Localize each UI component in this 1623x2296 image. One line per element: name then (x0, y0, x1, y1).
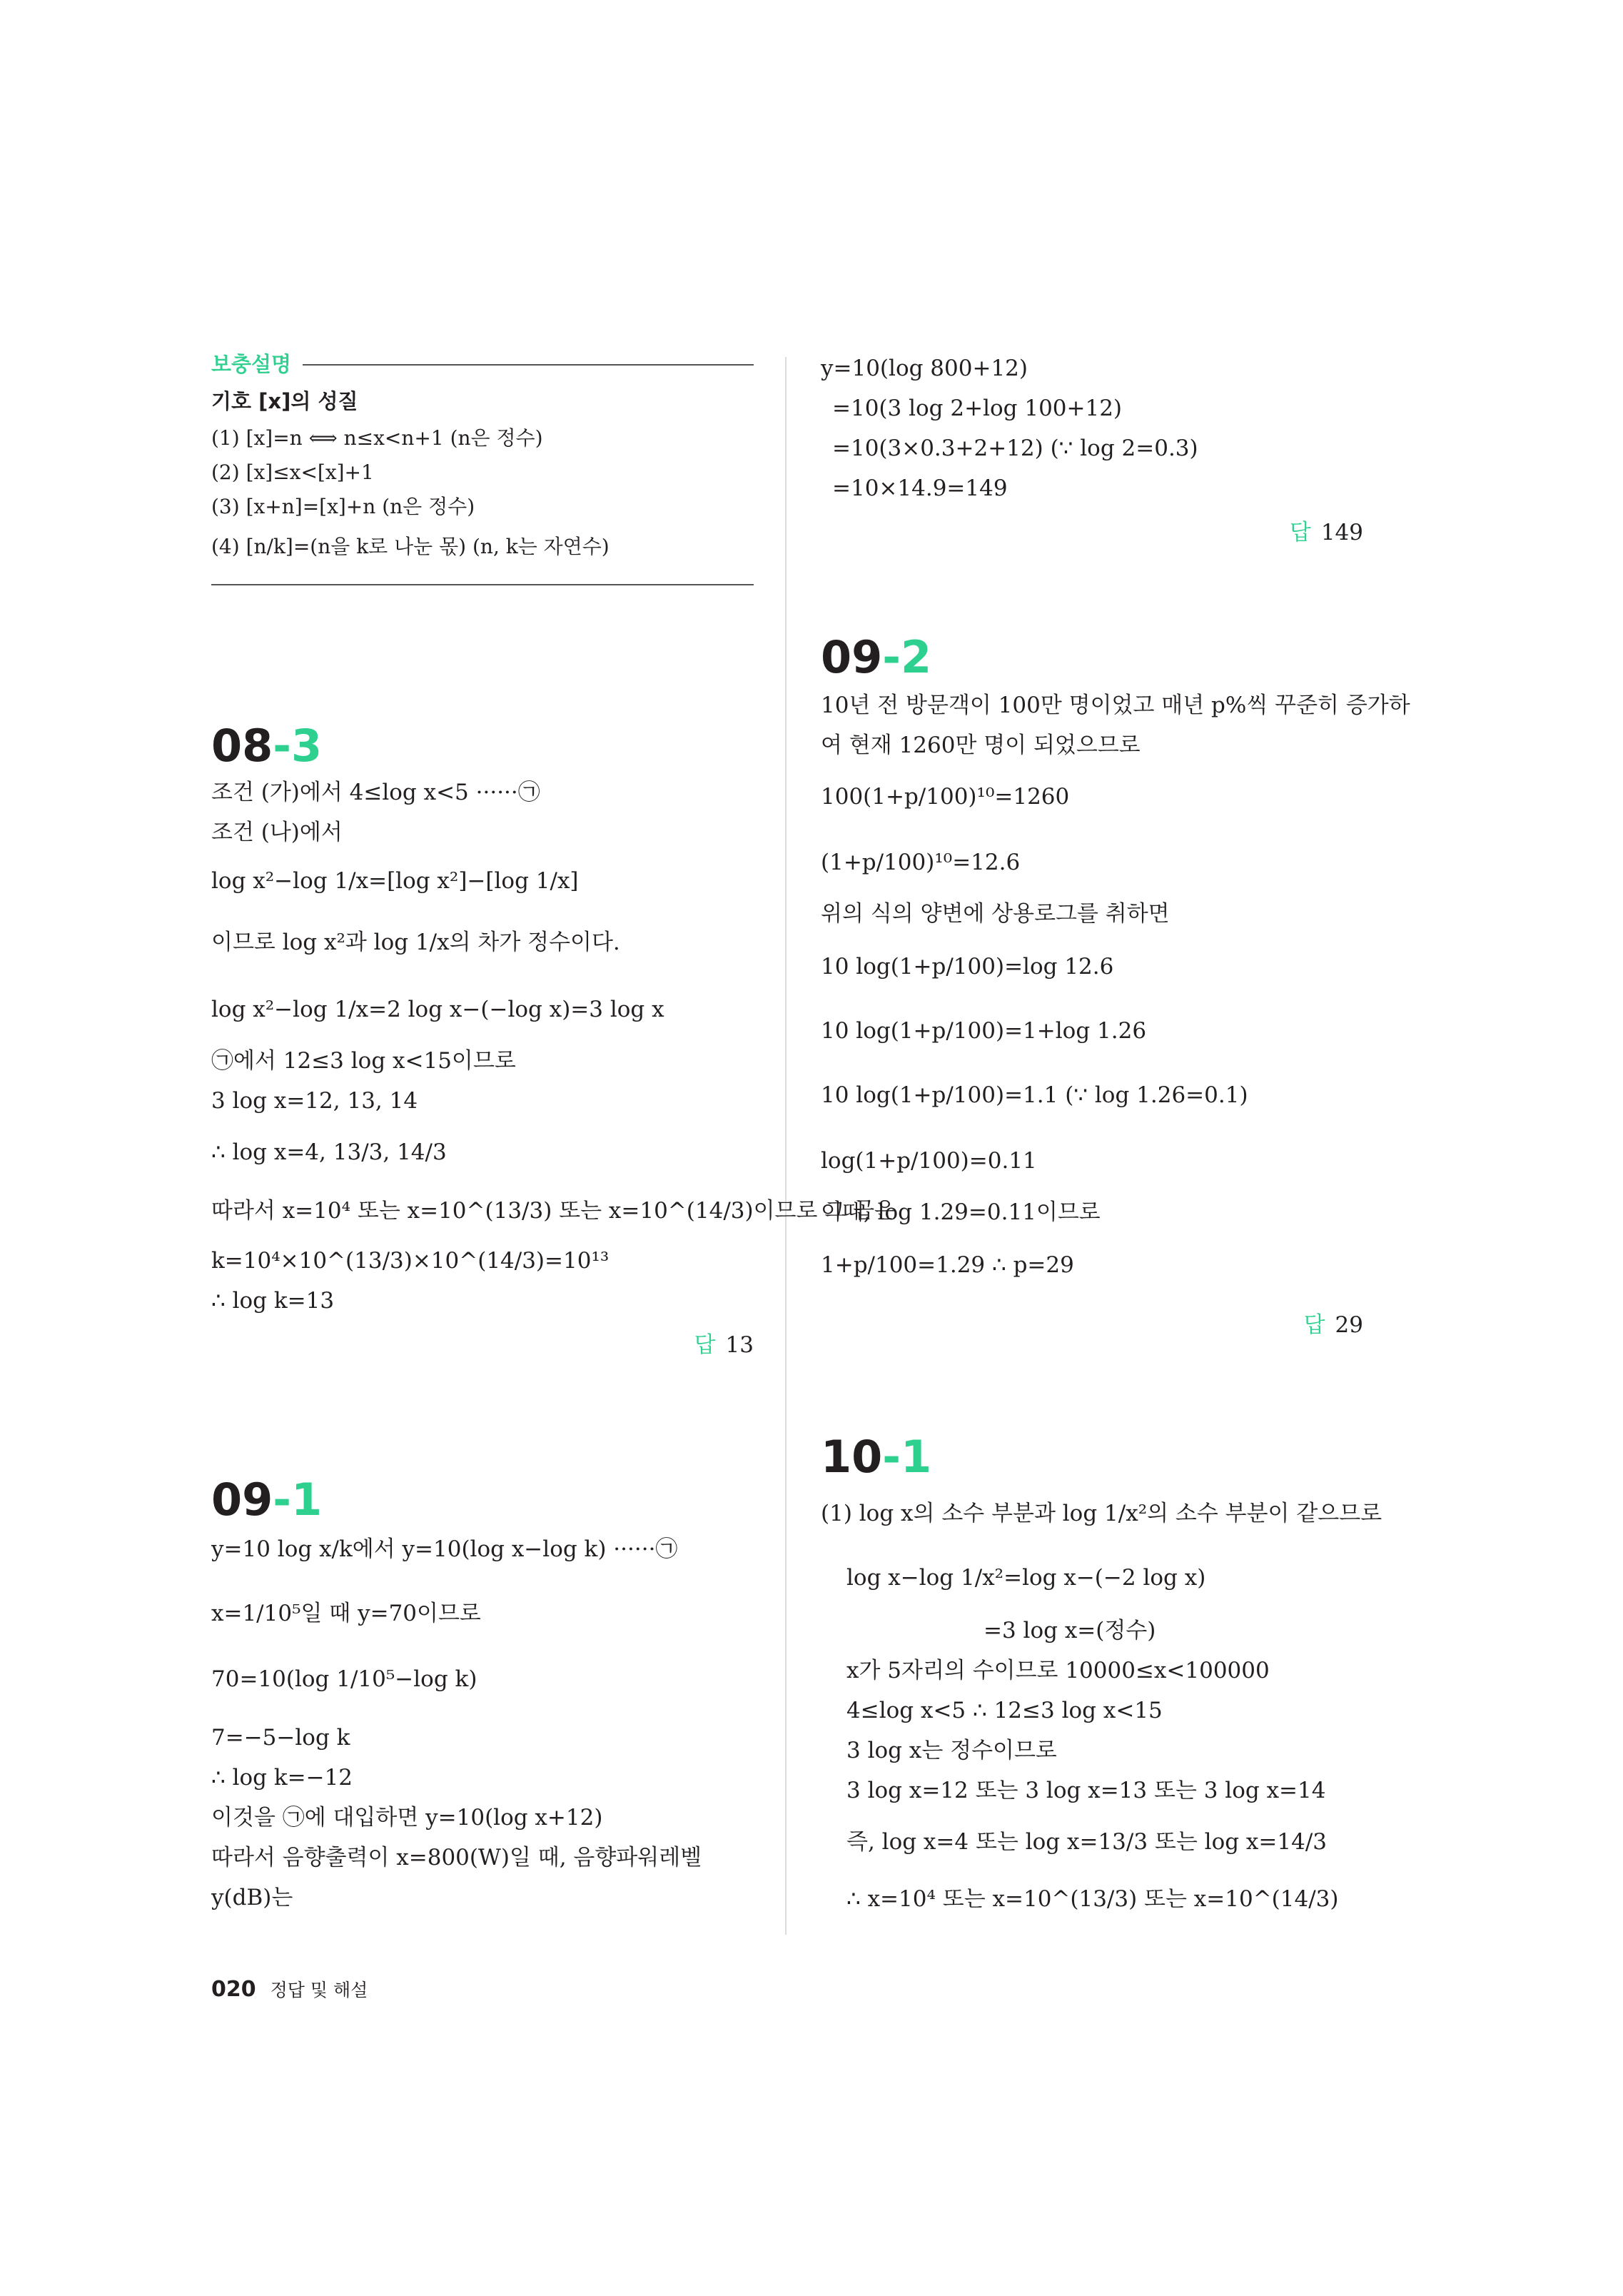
solution-line: x가 5자리의 수이므로 10000≤x<100000 (846, 1658, 1270, 1683)
solution-line: 조건 (나)에서 (211, 820, 343, 845)
solution-line: ∴ log k=13 (211, 1288, 335, 1314)
solution-line: 10 log(1+p/100)=log 12.6 (821, 954, 1114, 980)
solution-line: 이때, log 1.29=0.11이므로 (821, 1199, 1101, 1225)
solution-line: ∴ log x=4, 13/3, 14/3 (211, 1139, 447, 1165)
answer-09-1 (1290, 514, 1363, 546)
answer-08-3 (694, 1326, 754, 1359)
solution-line: x=1/10⁵일 때 y=70이므로 (211, 1601, 481, 1626)
heading-sub: 1 (901, 1431, 932, 1483)
supplement-header (211, 350, 754, 378)
solution-line: (1+p/100)¹⁰=12.6 (821, 850, 1021, 875)
solution-line: log(1+p/100)=0.11 (821, 1148, 1037, 1174)
problem-heading-10-1 (821, 1432, 931, 1482)
solution-line: ㉠에서 12≤3 log x<15이므로 (211, 1048, 516, 1074)
heading-dash: - (882, 1431, 901, 1483)
solution-line: =3 log x=(정수) (984, 1618, 1156, 1643)
solution-line: 70=10(log 1/10⁵−log k) (211, 1666, 477, 1692)
column-divider (785, 357, 787, 1935)
solution-line: y(dB)는 (211, 1885, 293, 1910)
solution-line: log x−log 1/x²=log x−(−2 log x) (846, 1565, 1206, 1591)
solution-line: 10 log(1+p/100)=1+log 1.26 (821, 1018, 1147, 1044)
heading-sub: 1 (291, 1474, 323, 1526)
supplement-subtitle: 기호 [x]의 성질 (211, 389, 358, 413)
solution-line: k=10⁴×10^(13/3)×10^(14/3)=10¹³ (211, 1248, 610, 1274)
solution-line: 4≤log x<5 ∴ 12≤3 log x<15 (846, 1698, 1163, 1723)
solution-line: 따라서 x=10⁴ 또는 x=10^(13/3) 또는 x=10^(14/3)이므로 그 곱은 (211, 1198, 896, 1224)
solution-line: 이것을 ㉠에 대입하면 y=10(log x+12) (211, 1805, 603, 1831)
heading-number: 09 (211, 1474, 273, 1526)
heading-number: 08 (211, 720, 273, 772)
heading-number: 10 (821, 1431, 883, 1483)
solution-line: y=10 log x/k에서 y=10(log x−log k) ······㉠ (211, 1536, 678, 1562)
problem-heading-09-1 (211, 1475, 322, 1525)
solution-line: 3 log x는 정수이므로 (846, 1738, 1057, 1763)
solution-line: 10 log(1+p/100)=1.1 (∵ log 1.26=0.1) (821, 1082, 1248, 1108)
problem-heading-08-3 (211, 721, 322, 771)
heading-dash: - (273, 720, 292, 772)
heading-dash: - (273, 1474, 292, 1526)
answer-label: 답 (1303, 1312, 1325, 1338)
solution-line: ∴ x=10⁴ 또는 x=10^(13/3) 또는 x=10^(14/3) (846, 1886, 1339, 1912)
solution-line: 여 현재 1260만 명이 되었으므로 (821, 732, 1141, 758)
problem-heading-09-2 (821, 633, 931, 683)
answer-value: 13 (725, 1332, 754, 1358)
footer-label: 정답 및 해설 (270, 1980, 368, 2000)
solution-line: log x²−log 1/x=2 log x−(−log x)=3 log x (211, 997, 664, 1022)
solution-line: (1) log x의 소수 부분과 log 1/x²의 소수 부분이 같으므로 (821, 1501, 1382, 1526)
heading-dash: - (882, 631, 901, 683)
solution-line: 즉, log x=4 또는 log x=13/3 또는 log x=14/3 (846, 1829, 1328, 1855)
answer-09-2 (1304, 1306, 1363, 1339)
heading-sub: 3 (291, 720, 323, 772)
heading-sub: 2 (901, 631, 932, 683)
answer-value: 149 (1320, 520, 1363, 545)
supplement-item: (4) [n/k]=(n을 k로 나눈 몫) (n, k는 자연수) (211, 535, 610, 558)
heading-number: 09 (821, 631, 883, 683)
solution-line: ∴ log k=−12 (211, 1765, 353, 1791)
solution-line: 3 log x=12 또는 3 log x=13 또는 3 log x=14 (846, 1778, 1326, 1803)
supplement-bottom-rule (211, 584, 754, 585)
solution-line: =10(3×0.3+2+12) (∵ log 2=0.3) (832, 435, 1198, 461)
solution-line: 위의 식의 양변에 상용로그를 취하면 (821, 901, 1170, 927)
solution-line: y=10(log 800+12) (821, 356, 1028, 381)
page-number: 020 (211, 1977, 256, 2002)
solution-line: =10(3 log 2+log 100+12) (832, 396, 1123, 421)
solution-line: 이므로 log x²과 log 1/x의 차가 정수이다. (211, 930, 620, 955)
solution-line: 3 log x=12, 13, 14 (211, 1088, 418, 1114)
solution-line: =10×14.9=149 (832, 475, 1008, 501)
supplement-title: 보충설명 (211, 350, 303, 378)
page-footer (211, 1976, 368, 2002)
supplement-item: (1) [x]=n ⟺ n≤x<n+1 (n은 정수) (211, 426, 543, 450)
solution-line: 조건 (가)에서 4≤log x<5 ······㉠ (211, 780, 540, 805)
answer-label: 답 (694, 1332, 716, 1358)
answer-value: 29 (1335, 1312, 1363, 1338)
supplement-item: (2) [x]≤x<[x]+1 (211, 460, 374, 484)
solution-line: 따라서 음향출력이 x=800(W)일 때, 음향파워레벨 (211, 1845, 702, 1870)
solution-line: 100(1+p/100)¹⁰=1260 (821, 784, 1070, 810)
solution-line: 10년 전 방문객이 100만 명이었고 매년 p%씩 꾸준히 증가하 (821, 693, 1410, 718)
solution-line: log x²−log 1/x=[log x²]−[log 1/x] (211, 868, 579, 894)
solution-line: 7=−5−log k (211, 1725, 350, 1751)
solution-line: 1+p/100=1.29 ∴ p=29 (821, 1252, 1074, 1278)
answer-label: 답 (1289, 520, 1311, 545)
supplement-item: (3) [x+n]=[x]+n (n은 정수) (211, 495, 475, 518)
